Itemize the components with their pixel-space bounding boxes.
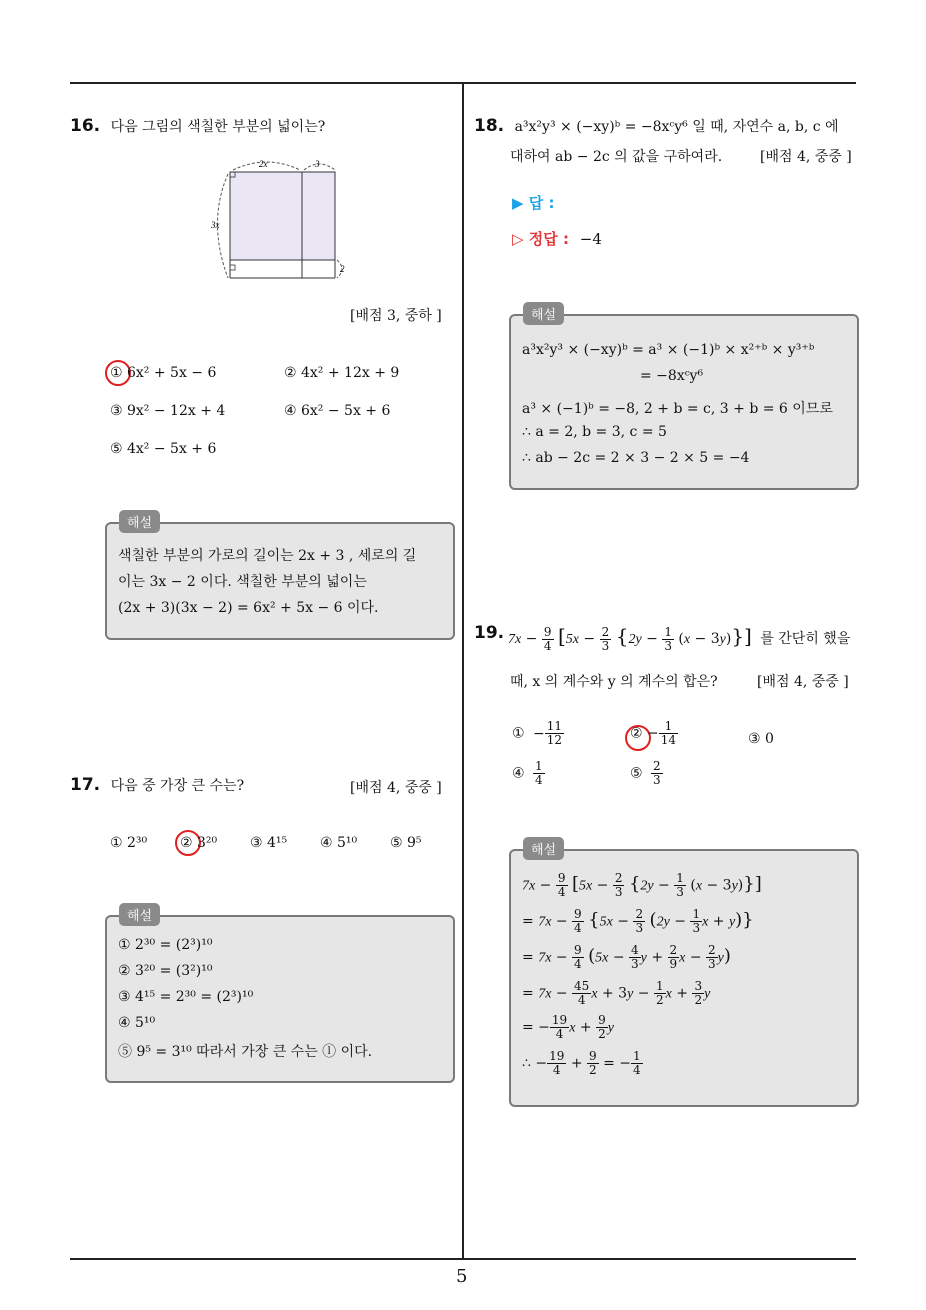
q19-score: [배점 4, 중중 ]: [757, 674, 849, 690]
q17-text: 다음 중 가장 큰 수는?: [110, 778, 245, 794]
q19-text-tail: 를 간단히 했을: [760, 631, 851, 647]
q17-sol-line-5: ⑤ 9⁵ = 3¹⁰ 따라서 가장 큰 수는 ⓛ 이다.: [118, 1044, 373, 1060]
q19-text-2: 때, x 의 계수와 y 의 계수의 합은?: [510, 674, 718, 690]
q17-sol-line-1: ① 2³⁰ = (2³)¹⁰: [118, 937, 213, 953]
q17-score: [배점 4, 중중 ]: [350, 780, 442, 796]
q19-option-4[interactable]: ④ $\frac{1}{4}$: [512, 759, 543, 787]
q18-solution-tag: 해설: [523, 302, 564, 325]
q17-solution-tag: 해설: [119, 903, 160, 926]
q16-option-2[interactable]: ② 4x² + 12x + 9: [284, 365, 400, 381]
q18-correct-value: −4: [579, 230, 602, 248]
fig-label-2x: 2x: [259, 159, 268, 169]
q18-answer-label: ▶ 답 :: [512, 194, 555, 212]
q19-option-2-marker: ②: [630, 725, 643, 742]
q19-option-3[interactable]: ③ 0: [748, 731, 774, 747]
q18-correct-row: [512, 228, 602, 249]
q16-number: 16.: [70, 116, 101, 136]
shaded-region: [230, 172, 335, 260]
footer-rule: [70, 1258, 856, 1260]
q19-option-5[interactable]: ⑤ $\frac{2}{3}$: [630, 759, 661, 787]
q17-sol-line-3: ③ 4¹⁵ = 2³⁰ = (2³)¹⁰: [118, 989, 254, 1005]
q19-sol-line-3: = 7x − $\frac{9}{4}$ (5x − $\frac{4}{3}$ y + $\frac{2}{9}$ x − $\frac{2}{3}$ y): [522, 943, 731, 971]
q19-sol-line-2: = 7x − $\frac{9}{4}$ {5x − $\frac{2}{3}$ (2y − $\frac{1}{3}$ x + y)}: [522, 907, 754, 935]
q18-sol-line-1: a³x²y³ × (−xy)ᵇ = a³ × (−1)ᵇ × x²⁺ᵇ × y³⁺ᵇ: [522, 342, 815, 358]
q18-text-2: 대하여 ab − 2c 의 값을 구하여라.: [510, 149, 723, 165]
q19-sol-line-1: 7x − $\frac{9}{4}$ [5x − $\frac{2}{3}$ {2y − $\frac{1}{3}$ (x − 3y)}]: [522, 871, 762, 899]
q16-solution-tag: 해설: [119, 510, 160, 533]
fig-label-2: 2: [340, 264, 345, 274]
q17-option-1[interactable]: ① 2³⁰: [110, 835, 148, 851]
q19-option-5-marker: ⑤: [630, 765, 643, 782]
q17-header: [70, 775, 244, 795]
q16-sol-line-3: (2x + 3)(3x − 2) = 6x² + 5x − 6 이다.: [118, 600, 379, 616]
q19-sol-line-5: = − $\frac{19}{4}$ x + $\frac{9}{2}$ y: [522, 1013, 614, 1041]
q16-sol-line-1: 색칠한 부분의 가로의 길이는 2x + 3 , 세로의 길: [118, 548, 417, 564]
q18-sol-line-3: a³ × (−1)ᵇ = −8, 2 + b = c, 3 + b = 6 이므로: [522, 401, 833, 417]
q16-text: 다음 그림의 색칠한 부분의 넓이는?: [110, 119, 326, 135]
q16-sol-line-2: 이는 3x − 2 이다. 색칠한 부분의 넓이는: [118, 574, 367, 590]
q17-number: 17.: [70, 775, 101, 795]
q17-option-3[interactable]: ③ 4¹⁵: [250, 835, 288, 851]
q16-figure: [205, 152, 355, 282]
q18-sol-line-2: = −8xᶜy⁶: [640, 368, 704, 384]
q18-number: 18.: [474, 116, 505, 136]
q17-option-5[interactable]: ⑤ 9⁵: [390, 835, 422, 851]
q19-sol-line-6: ∴ − $\frac{19}{4}$ + $\frac{9}{2}$ = − $\frac{1}{4}$: [522, 1049, 641, 1077]
fig-label-3-top: 3: [315, 159, 320, 169]
q16-score: [배점 3, 중하 ]: [350, 308, 442, 324]
q17-sol-line-4: ④ 5¹⁰: [118, 1015, 156, 1031]
q18-sol-line-5: ∴ ab − 2c = 2 × 3 − 2 × 5 = −4: [522, 450, 750, 466]
page-number: 5: [456, 1266, 468, 1287]
q19-sol-line-4: = 7x − $\frac{45}{4}$ x + 3y − $\frac{1}{2}$ x + $\frac{3}{2}$ y: [522, 979, 711, 1007]
fig-label-3x: 3x: [211, 220, 220, 230]
q17-option-2[interactable]: ② 3²⁰: [180, 835, 218, 851]
q16-option-5[interactable]: ⑤ 4x² − 5x + 6: [110, 441, 217, 457]
column-divider: [462, 84, 464, 1259]
q18-correct-label: ▷ 정답 :: [512, 230, 569, 248]
q17-option-4[interactable]: ④ 5¹⁰: [320, 835, 358, 851]
q16-header: [70, 116, 325, 136]
q19-option-1[interactable]: ① − $\frac{11}{12}$: [512, 719, 563, 747]
q19-option-1-marker: ①: [512, 725, 525, 742]
q16-option-1[interactable]: ① 6x² + 5x − 6: [110, 365, 217, 381]
q18-score: [배점 4, 중중 ]: [760, 149, 852, 165]
q18-header: [474, 116, 839, 136]
q16-option-3[interactable]: ③ 9x² − 12x + 4: [110, 403, 226, 419]
q17-sol-line-2: ② 3²⁰ = (3²)¹⁰: [118, 963, 213, 979]
q19-option-2[interactable]: ② − $\frac{1}{14}$: [630, 719, 677, 747]
q19-number: 19.: [474, 623, 505, 643]
q18-sol-line-4: ∴ a = 2, b = 3, c = 5: [522, 424, 667, 440]
q19-solution-tag: 해설: [523, 837, 564, 860]
q16-option-4[interactable]: ④ 6x² − 5x + 6: [284, 403, 391, 419]
q19-expression: 7x − $\frac{9}{4}$ [5x − $\frac{2}{3}$ {2y − $\frac{1}{3}$ (x − 3y)}] 를 간단히 했을: [508, 624, 851, 653]
q19-option-4-marker: ④: [512, 765, 525, 782]
q18-text-1: a³x²y³ × (−xy)ᵇ = −8xᶜy⁶ 일 때, 자연수 a, b, c 에: [514, 119, 839, 135]
